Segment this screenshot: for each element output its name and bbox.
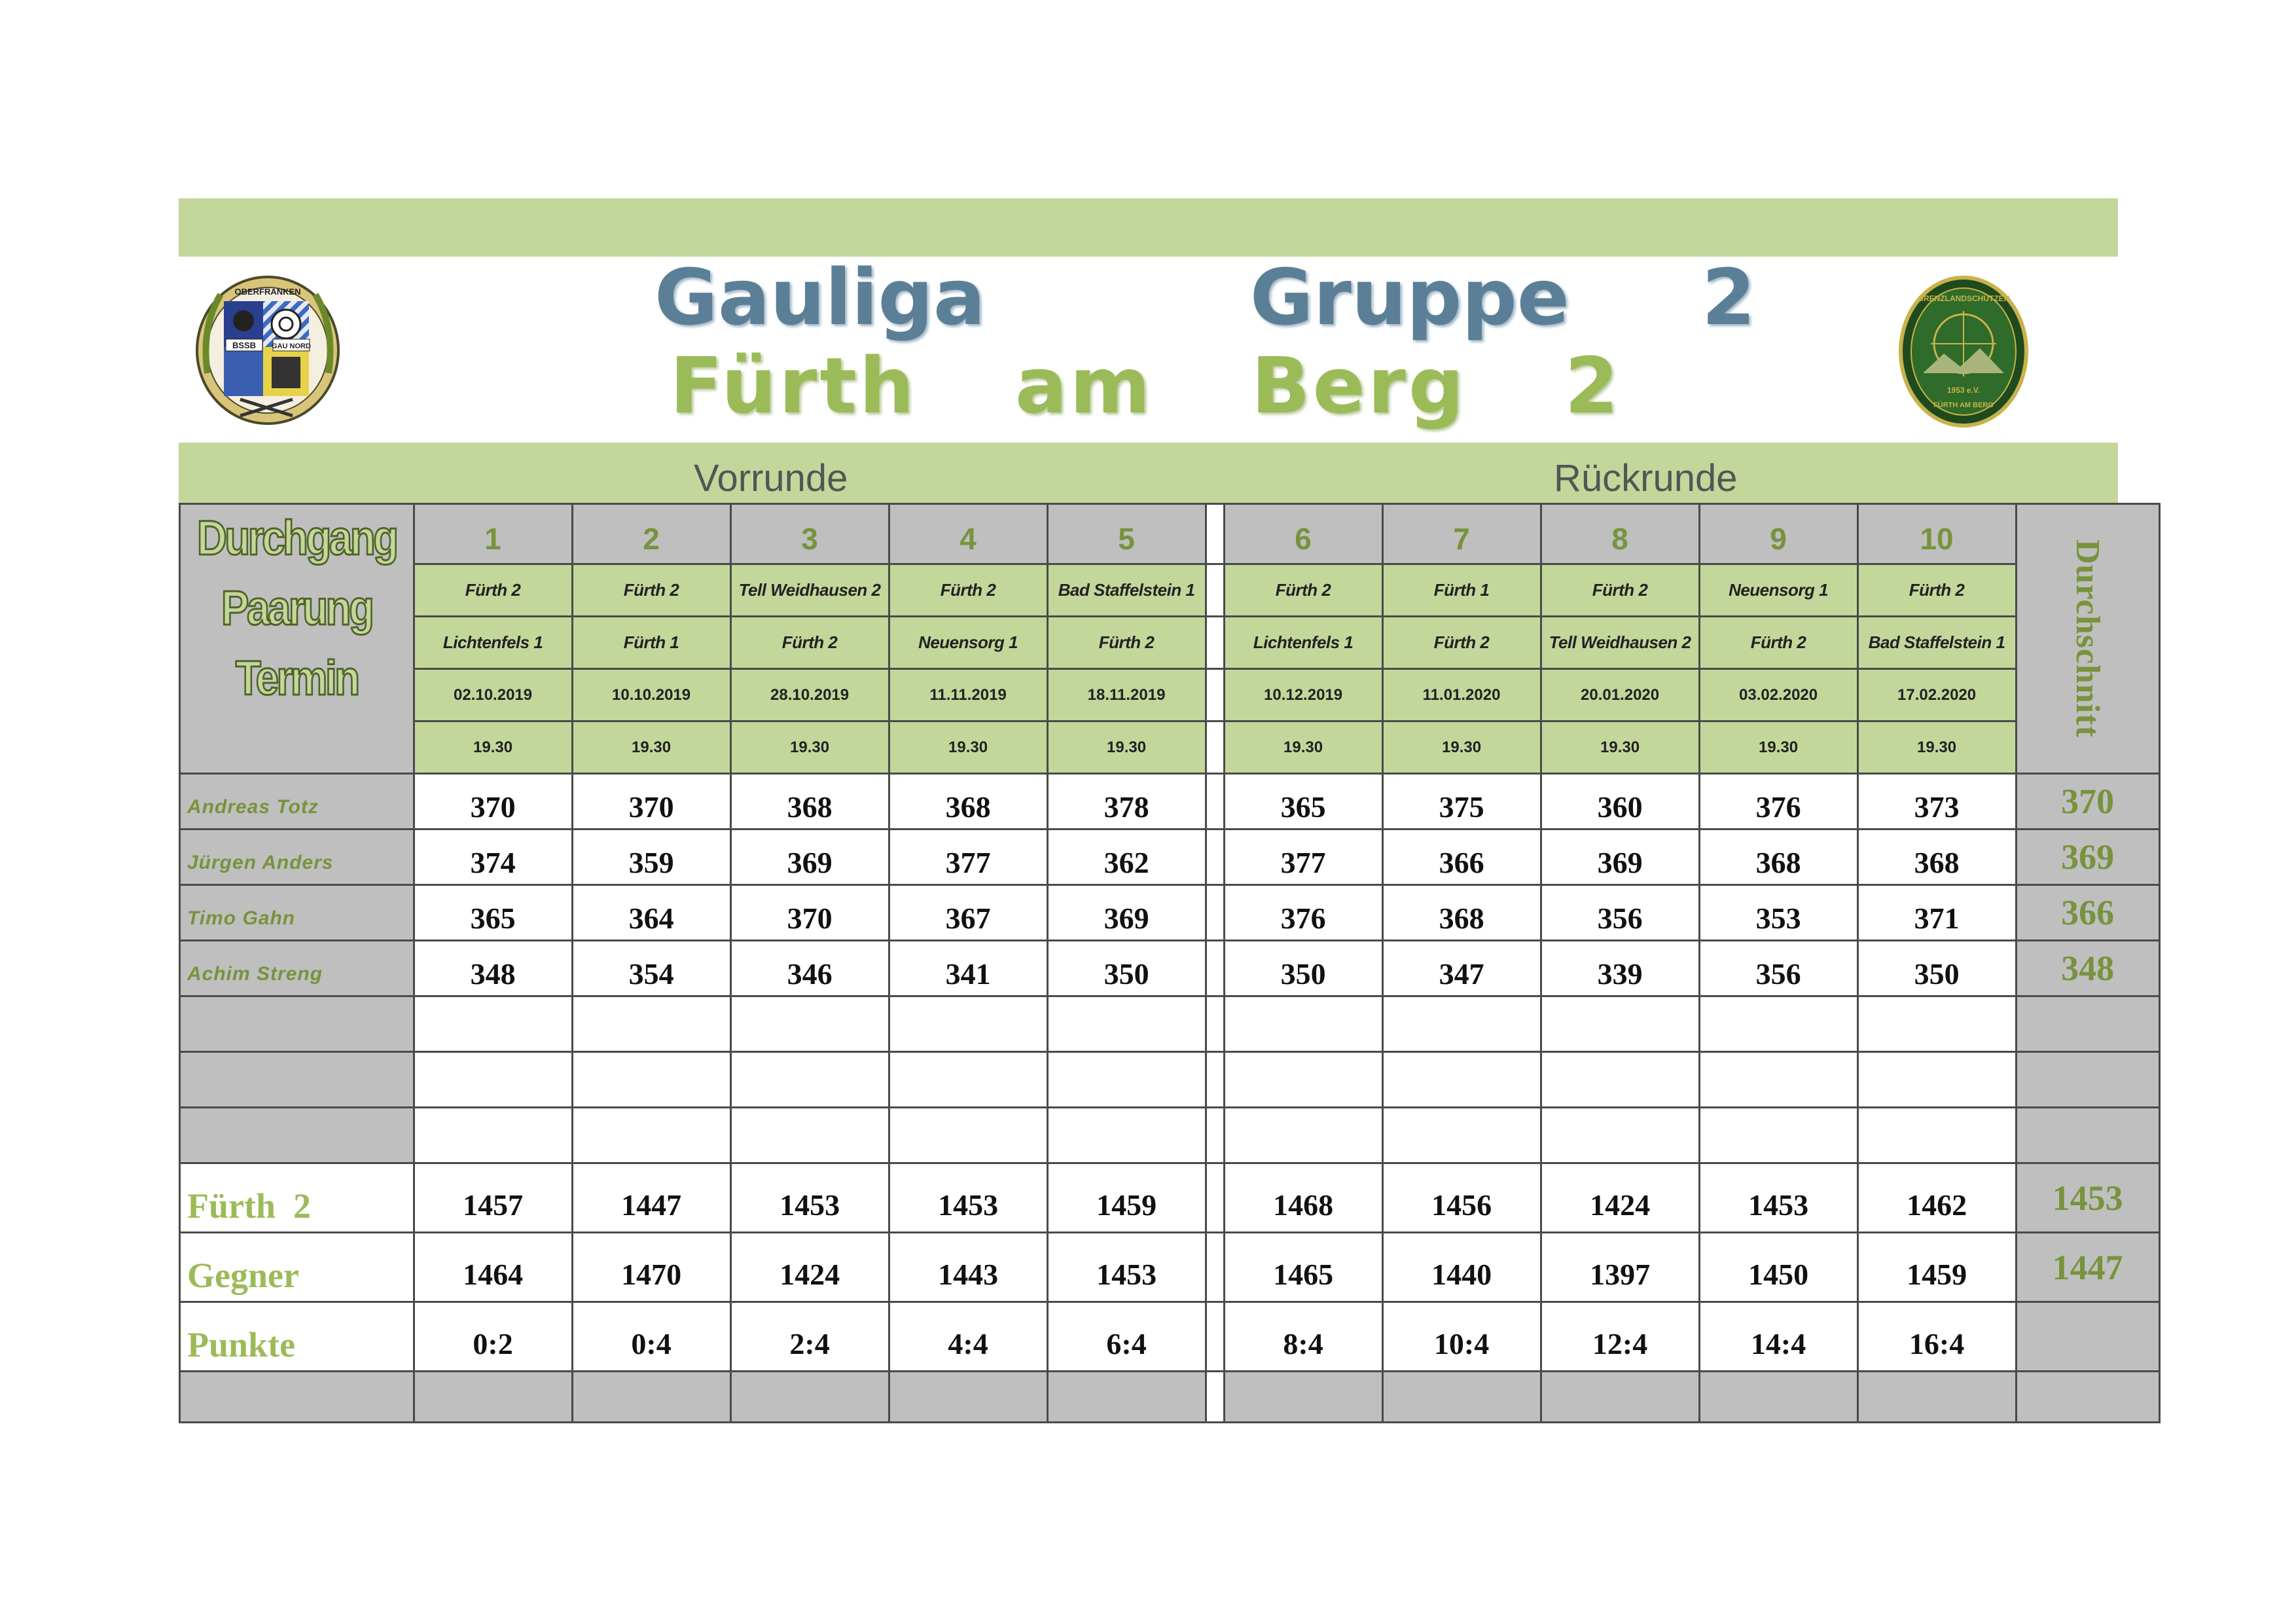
total-cell: 1459 bbox=[1857, 1233, 2016, 1302]
empty-score-cell bbox=[1224, 996, 1382, 1052]
score-cell: 350 bbox=[1857, 941, 2016, 996]
match-home-cell: Neuensorg 1 bbox=[1699, 564, 1857, 617]
match-home-cell: Fürth 1 bbox=[1382, 564, 1541, 617]
empty-score-cell bbox=[1857, 1052, 2016, 1108]
header-row-time bbox=[180, 721, 2160, 774]
total-average bbox=[2016, 1302, 2159, 1372]
round-gap bbox=[1206, 1052, 1224, 1108]
score-cell: 350 bbox=[1224, 941, 1382, 996]
match-no-cell: 4 bbox=[889, 504, 1047, 564]
shooter-average: 348 bbox=[2016, 941, 2159, 996]
bssb-gau-nord-logo bbox=[194, 275, 342, 426]
match-time-cell: 19.30 bbox=[1224, 721, 1382, 774]
score-cell: 365 bbox=[1224, 774, 1382, 830]
round-gap bbox=[1206, 1302, 1224, 1372]
round-gap bbox=[1206, 721, 1224, 774]
score-cell: 368 bbox=[1699, 830, 1857, 885]
match-home-cell: Fürth 2 bbox=[572, 564, 730, 617]
score-cell: 347 bbox=[1382, 941, 1541, 996]
match-away-cell: Neuensorg 1 bbox=[889, 617, 1047, 669]
match-date-cell: 10.10.2019 bbox=[572, 669, 730, 721]
round-gap bbox=[1206, 564, 1224, 617]
score-cell: 369 bbox=[1047, 885, 1206, 941]
empty-score-cell bbox=[414, 1108, 572, 1163]
total-average: 1447 bbox=[2016, 1233, 2159, 1302]
footer-cell bbox=[1047, 1372, 1206, 1423]
empty-score-cell bbox=[1541, 996, 1699, 1052]
total-cell: 1443 bbox=[889, 1233, 1047, 1302]
empty-label-cell bbox=[180, 996, 414, 1052]
round-gap bbox=[1206, 504, 1224, 564]
match-time-cell: 19.30 bbox=[572, 721, 730, 774]
score-cell: 369 bbox=[730, 830, 889, 885]
logo-right-year-text: 1953 e.V. bbox=[1946, 386, 1981, 395]
match-no-cell: 3 bbox=[730, 504, 889, 564]
footer-cell bbox=[1857, 1372, 2016, 1423]
match-no-cell: 2 bbox=[572, 504, 730, 564]
empty-row bbox=[180, 996, 2160, 1052]
total-average: 1453 bbox=[2016, 1163, 2159, 1233]
empty-score-cell bbox=[414, 996, 572, 1052]
match-time-cell: 19.30 bbox=[1382, 721, 1541, 774]
total-cell: 1450 bbox=[1699, 1233, 1857, 1302]
score-cell: 353 bbox=[1699, 885, 1857, 941]
match-no-cell: 8 bbox=[1541, 504, 1699, 564]
header-row-no bbox=[180, 504, 2160, 564]
score-cell: 356 bbox=[1541, 885, 1699, 941]
total-cell: 10:4 bbox=[1382, 1302, 1541, 1372]
paarung-label: Paarung bbox=[221, 581, 372, 635]
score-cell: 366 bbox=[1382, 830, 1541, 885]
total-cell: 1464 bbox=[414, 1233, 572, 1302]
title-team: Fürth am Berg 2 bbox=[670, 340, 1621, 431]
round-gap bbox=[1206, 1233, 1224, 1302]
match-home-cell: Bad Staffelstein 1 bbox=[1047, 564, 1206, 617]
match-date-cell: 28.10.2019 bbox=[730, 669, 889, 721]
score-cell: 368 bbox=[1382, 885, 1541, 941]
durchgang-label: Durchgang bbox=[196, 511, 397, 565]
total-cell: 1424 bbox=[1541, 1163, 1699, 1233]
empty-row bbox=[180, 1052, 2160, 1108]
score-cell: 368 bbox=[730, 774, 889, 830]
footer-row bbox=[180, 1372, 2160, 1423]
footer-cell bbox=[889, 1372, 1047, 1423]
total-cell: 1468 bbox=[1224, 1163, 1382, 1233]
score-cell: 360 bbox=[1541, 774, 1699, 830]
match-time-cell: 19.30 bbox=[1857, 721, 2016, 774]
total-label: Punkte bbox=[180, 1302, 414, 1372]
score-cell: 376 bbox=[1224, 885, 1382, 941]
total-cell: 1453 bbox=[1047, 1233, 1206, 1302]
empty-score-cell bbox=[889, 996, 1047, 1052]
total-cell: 2:4 bbox=[730, 1302, 889, 1372]
header-row-date bbox=[180, 669, 2160, 721]
total-cell: 8:4 bbox=[1224, 1302, 1382, 1372]
score-cell: 378 bbox=[1047, 774, 1206, 830]
total-cell: 1397 bbox=[1541, 1233, 1699, 1302]
score-cell: 356 bbox=[1699, 941, 1857, 996]
round-gap bbox=[1206, 617, 1224, 669]
empty-score-cell bbox=[1047, 996, 1206, 1052]
empty-score-cell bbox=[889, 1052, 1047, 1108]
footer-cell bbox=[730, 1372, 889, 1423]
total-cell: 1453 bbox=[1699, 1163, 1857, 1233]
match-time-cell: 19.30 bbox=[1541, 721, 1699, 774]
empty-label-cell bbox=[180, 1108, 414, 1163]
round-gap bbox=[1206, 774, 1224, 830]
match-away-cell: Bad Staffelstein 1 bbox=[1857, 617, 2016, 669]
total-cell: 0:2 bbox=[414, 1302, 572, 1372]
total-row bbox=[180, 1302, 2160, 1372]
header-labels-cell bbox=[180, 504, 414, 774]
rueckrunde-label: Rückrunde bbox=[1554, 457, 1738, 500]
round-gap bbox=[1206, 1372, 1224, 1423]
empty-score-cell bbox=[572, 1108, 730, 1163]
shooter-name: Jürgen Anders bbox=[180, 830, 414, 885]
total-cell: 4:4 bbox=[889, 1302, 1047, 1372]
empty-average-cell bbox=[2016, 1052, 2159, 1108]
top-green-band bbox=[179, 198, 2118, 257]
score-cell: 368 bbox=[1857, 830, 2016, 885]
score-cell: 369 bbox=[1541, 830, 1699, 885]
empty-score-cell bbox=[1382, 1052, 1541, 1108]
round-gap bbox=[1206, 669, 1224, 721]
round-gap bbox=[1206, 830, 1224, 885]
empty-score-cell bbox=[730, 1052, 889, 1108]
empty-score-cell bbox=[1224, 1108, 1382, 1163]
durchschnitt-label: Durchschnitt bbox=[2069, 539, 2107, 738]
total-row bbox=[180, 1233, 2160, 1302]
header-row-home bbox=[180, 564, 2160, 617]
score-cell: 368 bbox=[889, 774, 1047, 830]
empty-score-cell bbox=[1224, 1052, 1382, 1108]
empty-score-cell bbox=[1857, 1108, 2016, 1163]
footer-cell bbox=[1541, 1372, 1699, 1423]
match-date-cell: 20.01.2020 bbox=[1541, 669, 1699, 721]
shooter-row bbox=[180, 885, 2160, 941]
total-cell: 1453 bbox=[889, 1163, 1047, 1233]
score-cell: 350 bbox=[1047, 941, 1206, 996]
match-home-cell: Fürth 2 bbox=[1541, 564, 1699, 617]
total-cell: 1453 bbox=[730, 1163, 889, 1233]
score-cell: 364 bbox=[572, 885, 730, 941]
empty-score-cell bbox=[730, 1108, 889, 1163]
round-gap bbox=[1206, 885, 1224, 941]
match-no-cell: 9 bbox=[1699, 504, 1857, 564]
score-cell: 370 bbox=[572, 774, 730, 830]
empty-score-cell bbox=[1047, 1052, 1206, 1108]
score-cell: 365 bbox=[414, 885, 572, 941]
shooter-row bbox=[180, 774, 2160, 830]
match-date-cell: 18.11.2019 bbox=[1047, 669, 1206, 721]
footer-cell bbox=[1699, 1372, 1857, 1423]
empty-score-cell bbox=[1699, 996, 1857, 1052]
shooter-name: Timo Gahn bbox=[180, 885, 414, 941]
shooter-name: Andreas Totz bbox=[180, 774, 414, 830]
score-cell: 373 bbox=[1857, 774, 2016, 830]
total-cell: 1459 bbox=[1047, 1163, 1206, 1233]
score-cell: 362 bbox=[1047, 830, 1206, 885]
score-cell: 377 bbox=[1224, 830, 1382, 885]
empty-score-cell bbox=[1047, 1108, 1206, 1163]
logo-left-bssb-text: BSSB bbox=[232, 340, 257, 350]
match-no-cell: 7 bbox=[1382, 504, 1541, 564]
score-cell: 370 bbox=[414, 774, 572, 830]
match-time-cell: 19.30 bbox=[1047, 721, 1206, 774]
match-date-cell: 11.01.2020 bbox=[1382, 669, 1541, 721]
empty-average-cell bbox=[2016, 996, 2159, 1052]
match-away-cell: Fürth 2 bbox=[1699, 617, 1857, 669]
total-cell: 1457 bbox=[414, 1163, 572, 1233]
total-cell: 1462 bbox=[1857, 1163, 2016, 1233]
score-cell: 359 bbox=[572, 830, 730, 885]
round-gap bbox=[1206, 996, 1224, 1052]
total-cell: 1470 bbox=[572, 1233, 730, 1302]
match-date-cell: 17.02.2020 bbox=[1857, 669, 2016, 721]
logo-left-gau-text: GAU NORD bbox=[272, 342, 311, 350]
match-no-cell: 6 bbox=[1224, 504, 1382, 564]
match-date-cell: 03.02.2020 bbox=[1699, 669, 1857, 721]
score-cell: 376 bbox=[1699, 774, 1857, 830]
score-table bbox=[179, 503, 2161, 1423]
score-cell: 367 bbox=[889, 885, 1047, 941]
shooter-name: Achim Streng bbox=[180, 941, 414, 996]
score-cell: 346 bbox=[730, 941, 889, 996]
match-away-cell: Tell Weidhausen 2 bbox=[1541, 617, 1699, 669]
score-cell: 341 bbox=[889, 941, 1047, 996]
empty-score-cell bbox=[1541, 1108, 1699, 1163]
footer-cell bbox=[2016, 1372, 2159, 1423]
score-cell: 348 bbox=[414, 941, 572, 996]
empty-score-cell bbox=[572, 996, 730, 1052]
footer-cell bbox=[1224, 1372, 1382, 1423]
total-cell: 1465 bbox=[1224, 1233, 1382, 1302]
shooter-average: 369 bbox=[2016, 830, 2159, 885]
round-gap bbox=[1206, 1108, 1224, 1163]
score-cell: 374 bbox=[414, 830, 572, 885]
match-away-cell: Fürth 2 bbox=[730, 617, 889, 669]
shooter-row bbox=[180, 941, 2160, 996]
logo-left-ring-text: OBERFRANKEN bbox=[234, 287, 301, 297]
empty-score-cell bbox=[414, 1052, 572, 1108]
match-away-cell: Fürth 2 bbox=[1047, 617, 1206, 669]
round-band bbox=[179, 443, 2118, 503]
score-cell: 339 bbox=[1541, 941, 1699, 996]
empty-score-cell bbox=[1699, 1052, 1857, 1108]
match-away-cell: Fürth 2 bbox=[1382, 617, 1541, 669]
empty-score-cell bbox=[1541, 1052, 1699, 1108]
footer-cell bbox=[1382, 1372, 1541, 1423]
empty-score-cell bbox=[1699, 1108, 1857, 1163]
total-cell: 12:4 bbox=[1541, 1302, 1699, 1372]
empty-score-cell bbox=[572, 1052, 730, 1108]
logo-right-ring-bottom-text: FÜRTH AM BERG bbox=[1933, 401, 1994, 409]
score-cell: 375 bbox=[1382, 774, 1541, 830]
total-cell: 0:4 bbox=[572, 1302, 730, 1372]
footer-cell bbox=[572, 1372, 730, 1423]
match-home-cell: Fürth 2 bbox=[1857, 564, 2016, 617]
termin-label: Termin bbox=[235, 651, 358, 705]
match-no-cell: 10 bbox=[1857, 504, 2016, 564]
total-cell: 1440 bbox=[1382, 1233, 1541, 1302]
match-away-cell: Lichtenfels 1 bbox=[414, 617, 572, 669]
match-date-cell: 02.10.2019 bbox=[414, 669, 572, 721]
match-time-cell: 19.30 bbox=[1699, 721, 1857, 774]
match-no-cell: 5 bbox=[1047, 504, 1206, 564]
match-date-cell: 11.11.2019 bbox=[889, 669, 1047, 721]
durchschnitt-header-cell bbox=[2016, 504, 2159, 774]
shooter-average: 370 bbox=[2016, 774, 2159, 830]
round-gap bbox=[1206, 1163, 1224, 1233]
match-time-cell: 19.30 bbox=[889, 721, 1047, 774]
total-cell: 16:4 bbox=[1857, 1302, 2016, 1372]
total-cell: 1424 bbox=[730, 1233, 889, 1302]
vorrunde-label: Vorrunde bbox=[694, 457, 848, 500]
score-cell: 370 bbox=[730, 885, 889, 941]
total-cell: 1456 bbox=[1382, 1163, 1541, 1233]
match-away-cell: Lichtenfels 1 bbox=[1224, 617, 1382, 669]
footer-cell bbox=[180, 1372, 414, 1423]
empty-score-cell bbox=[730, 996, 889, 1052]
match-home-cell: Fürth 2 bbox=[1224, 564, 1382, 617]
total-label: Fürth 2 bbox=[180, 1163, 414, 1233]
shooter-row bbox=[180, 830, 2160, 885]
empty-score-cell bbox=[1382, 996, 1541, 1052]
score-cell: 371 bbox=[1857, 885, 2016, 941]
round-gap bbox=[1206, 941, 1224, 996]
total-cell: 14:4 bbox=[1699, 1302, 1857, 1372]
match-no-cell: 1 bbox=[414, 504, 572, 564]
header-row-away bbox=[180, 617, 2160, 669]
total-cell: 6:4 bbox=[1047, 1302, 1206, 1372]
match-home-cell: Tell Weidhausen 2 bbox=[730, 564, 889, 617]
empty-score-cell bbox=[889, 1108, 1047, 1163]
match-date-cell: 10.12.2019 bbox=[1224, 669, 1382, 721]
logo-right-ring-top-text: GRENZLANDSCHÜTZEN bbox=[1917, 294, 2010, 303]
title-gauliga: Gauliga Gruppe 2 bbox=[655, 252, 1756, 342]
total-label: Gegner bbox=[180, 1233, 414, 1302]
empty-row bbox=[180, 1108, 2160, 1163]
empty-score-cell bbox=[1382, 1108, 1541, 1163]
match-time-cell: 19.30 bbox=[414, 721, 572, 774]
shooter-average: 366 bbox=[2016, 885, 2159, 941]
match-home-cell: Fürth 2 bbox=[414, 564, 572, 617]
total-cell: 1447 bbox=[572, 1163, 730, 1233]
match-time-cell: 19.30 bbox=[730, 721, 889, 774]
total-row bbox=[180, 1163, 2160, 1233]
score-cell: 354 bbox=[572, 941, 730, 996]
match-home-cell: Fürth 2 bbox=[889, 564, 1047, 617]
grenzlandschuetzen-logo bbox=[1898, 275, 2029, 429]
score-cell: 377 bbox=[889, 830, 1047, 885]
match-away-cell: Fürth 1 bbox=[572, 617, 730, 669]
empty-average-cell bbox=[2016, 1108, 2159, 1163]
empty-score-cell bbox=[1857, 996, 2016, 1052]
empty-label-cell bbox=[180, 1052, 414, 1108]
footer-cell bbox=[414, 1372, 572, 1423]
